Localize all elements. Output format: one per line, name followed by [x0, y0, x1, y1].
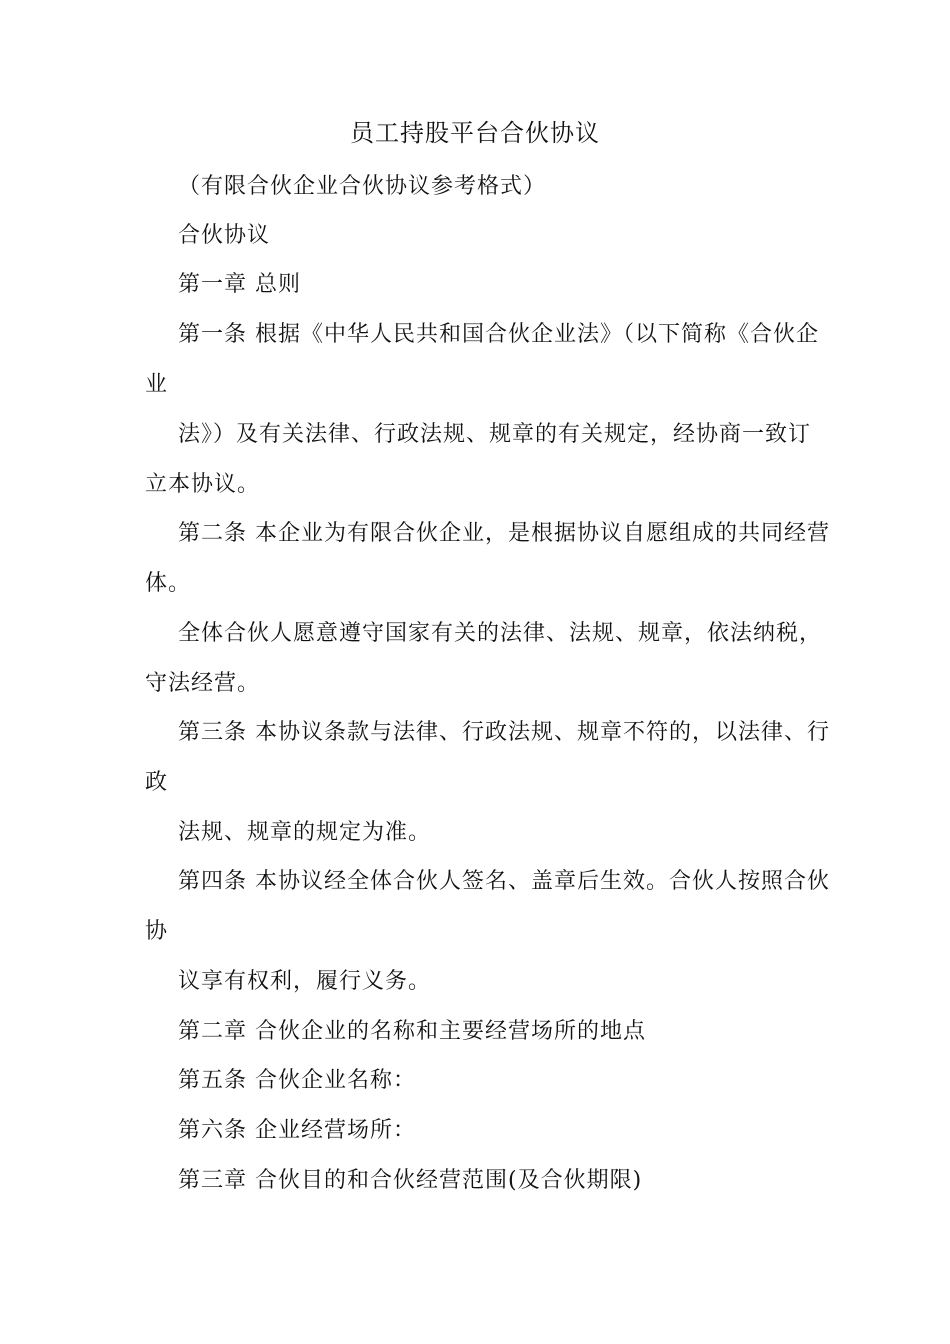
paragraph-line: 守法经营。 — [145, 671, 261, 696]
agreement-heading: 合伙协议 — [178, 223, 271, 248]
chapter-heading-1: 第一章 总则 — [178, 272, 301, 297]
paragraph-line: 立本协议。 — [145, 472, 261, 497]
paragraph-line: 体。 — [145, 571, 192, 596]
paragraph-line: 法规、规章的规定为准。 — [178, 820, 432, 845]
paragraph-line: 第六条 企业经营场所： — [178, 1118, 416, 1143]
paragraph-line: 第五条 合伙企业名称： — [178, 1068, 416, 1093]
paragraph-line: 第四条 本协议经全体合伙人签名、盖章后生效。合伙人按照合伙 — [178, 869, 830, 894]
paragraph-line: 全体合伙人愿意遵守国家有关的法律、法规、规章，依法纳税， — [178, 621, 823, 646]
paragraph-line: 法》）及有关法律、行政法规、规章的有关规定，经协商一致订 — [178, 422, 812, 447]
paragraph-line: 政 — [145, 770, 169, 795]
chapter-heading-3: 第三章 合伙目的和合伙经营范围(及合伙期限) — [178, 1168, 643, 1193]
paragraph-line: 第一条 根据《中华人民共和国合伙企业法》（以下简称《合伙企 — [178, 322, 819, 347]
paragraph-line: 协 — [145, 919, 169, 944]
paragraph-line: 第三条 本协议条款与法律、行政法规、规章不符的，以法律、行 — [178, 720, 830, 745]
paragraph-line: 业 — [145, 372, 169, 397]
subtitle: （有限合伙企业合伙协议参考格式） — [178, 174, 547, 199]
chapter-heading-2: 第二章 合伙企业的名称和主要经营场所的地点 — [178, 1019, 646, 1044]
paragraph-line: 第二条 本企业为有限合伙企业，是根据协议自愿组成的共同经营 — [178, 521, 830, 546]
paragraph-line: 议享有权利，履行义务。 — [178, 969, 432, 994]
document-title: 员工持股平台合伙协议 — [350, 119, 600, 147]
